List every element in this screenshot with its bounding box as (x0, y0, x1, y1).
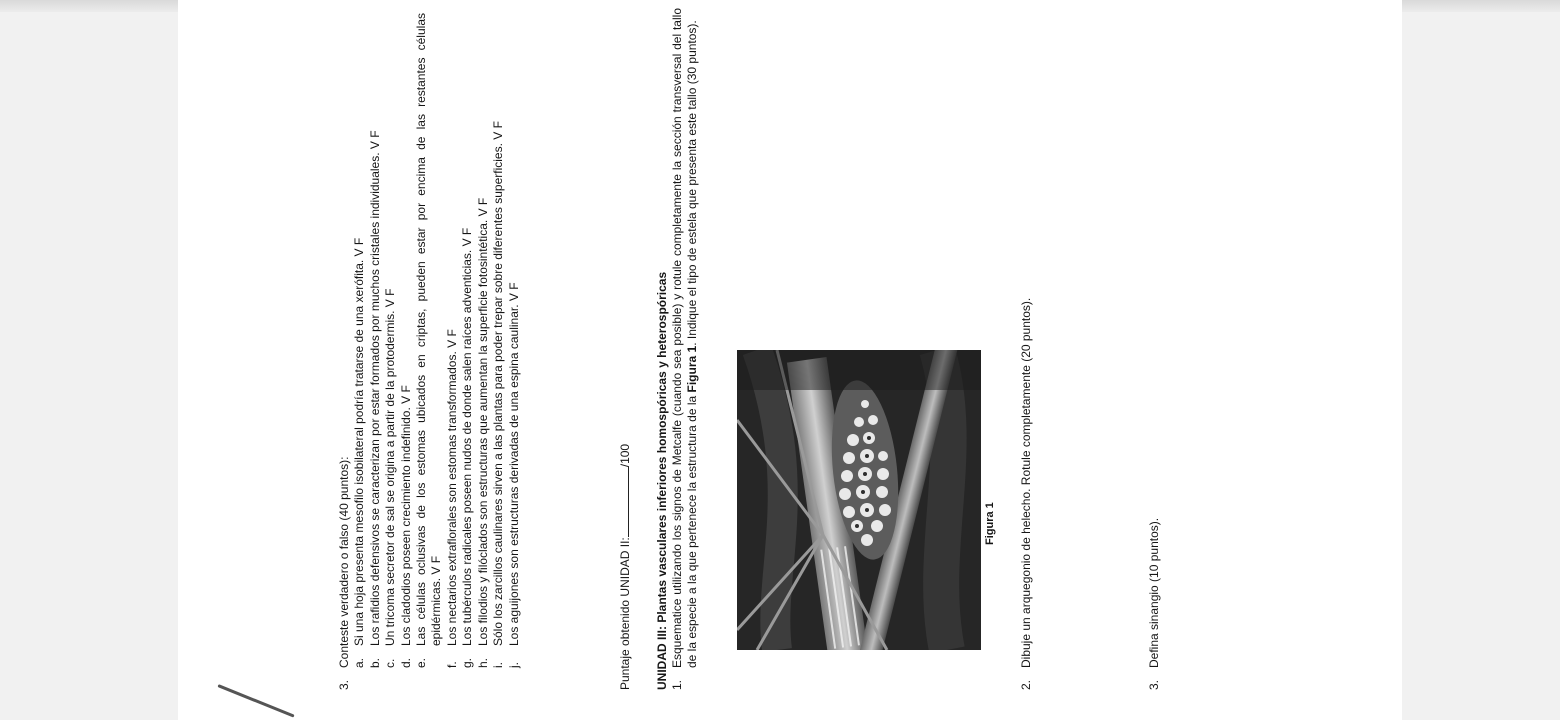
item-letter: c. (383, 658, 397, 668)
score-blank (617, 467, 629, 537)
list-item (399, 13, 414, 668)
list-item (352, 13, 367, 668)
item-text: Los tubérculos radicales poseen nudos de donde salen raíces adventicias. V F (460, 227, 474, 646)
unit-3-title: UNIDAD III: Plantas vasculares inferiores homospóricas y heterospóricas (655, 271, 669, 690)
score-label: Puntaje obtenido UNIDAD II: (618, 537, 632, 690)
item-letter: i. (491, 662, 505, 668)
question-text-part: Esquematice utilizando los signos de Metcalfe (cuando sea posible) y rotule completamente la sección transversal del tallo de la especie a la que pertenece la estructura de la (670, 8, 699, 668)
scan-pen-mark (217, 684, 294, 717)
item-text: Sólo los zarcillos caulinares sirven a las plantas para poder trepar sobre diferentes superficies. V F (491, 121, 505, 646)
figure-caption: Figura 1 (984, 502, 996, 545)
score-line (617, 444, 633, 690)
item-letter: h. (475, 657, 490, 668)
item-letter: j. (506, 662, 521, 668)
question-3-number: 3. (337, 679, 351, 690)
item-letter: f. (444, 661, 459, 668)
question-text: Defina sinangio (10 puntos). (1147, 517, 1161, 668)
item-text: Un tricoma secretor de sal se origina a partir de la protodermis. V F (383, 288, 397, 646)
unit-3-question-3 (1147, 10, 1162, 690)
list-item (368, 13, 383, 668)
list-item (383, 13, 398, 668)
list-item (460, 13, 475, 668)
item-letter: d. (398, 657, 413, 668)
question-text: Dibuje un arquegonio de helecho. Rotule completamente (20 puntos). (1019, 297, 1033, 668)
item-text: Los cladodios poseen crecimiento indefinido. V F (398, 385, 413, 646)
item-text: Los aguijones son estructuras derivadas de una espina caulinar. V F (506, 282, 521, 646)
list-item (491, 13, 506, 668)
question-text (670, 8, 700, 668)
item-text: Los rafidios defensivos se caracterizan por estar formados por muchos cristales individuales. V F (367, 130, 382, 646)
question-number: 1. (670, 679, 684, 690)
list-item (445, 13, 460, 668)
list-item (414, 13, 444, 668)
question-number: 2. (1019, 679, 1033, 690)
fern-stem-photo (737, 350, 981, 650)
question-3-heading (337, 10, 352, 690)
list-item (476, 13, 491, 668)
question-number: 3. (1147, 679, 1161, 690)
item-letter: e. (414, 657, 428, 668)
figure-reference: Figura 1 (685, 345, 699, 393)
true-false-list (352, 13, 522, 668)
list-item (507, 13, 522, 668)
score-suffix: /100 (618, 443, 632, 468)
unit-3-question-2 (1019, 10, 1034, 690)
item-letter: g. (460, 657, 474, 668)
item-text: Las células oclusivas de los estomas ubicados en criptas, pueden estar por encima de las restantes células epidérmicas. V F (414, 13, 443, 646)
item-text: Si una hoja presenta mesofilo isobilateral podría tratarse de una xerófita. V F (352, 237, 366, 646)
plant-photo-illustration (737, 350, 981, 650)
item-text: Los filodios y filóclados son estructuras que aumentan la superficie fotosintética. V F (475, 197, 490, 646)
item-letter: b. (367, 657, 382, 668)
item-text: Los nectarios extraflorales son estomas transformados. V F (444, 329, 459, 646)
item-letter: a. (352, 657, 366, 668)
question-3-heading-text: Conteste verdadero o falso (40 puntos): (337, 456, 351, 668)
rotated-exam-content (337, 8, 1161, 690)
question-text-part: . Indique el tipo de estela que presenta este tallo (30 puntos). (685, 20, 699, 346)
